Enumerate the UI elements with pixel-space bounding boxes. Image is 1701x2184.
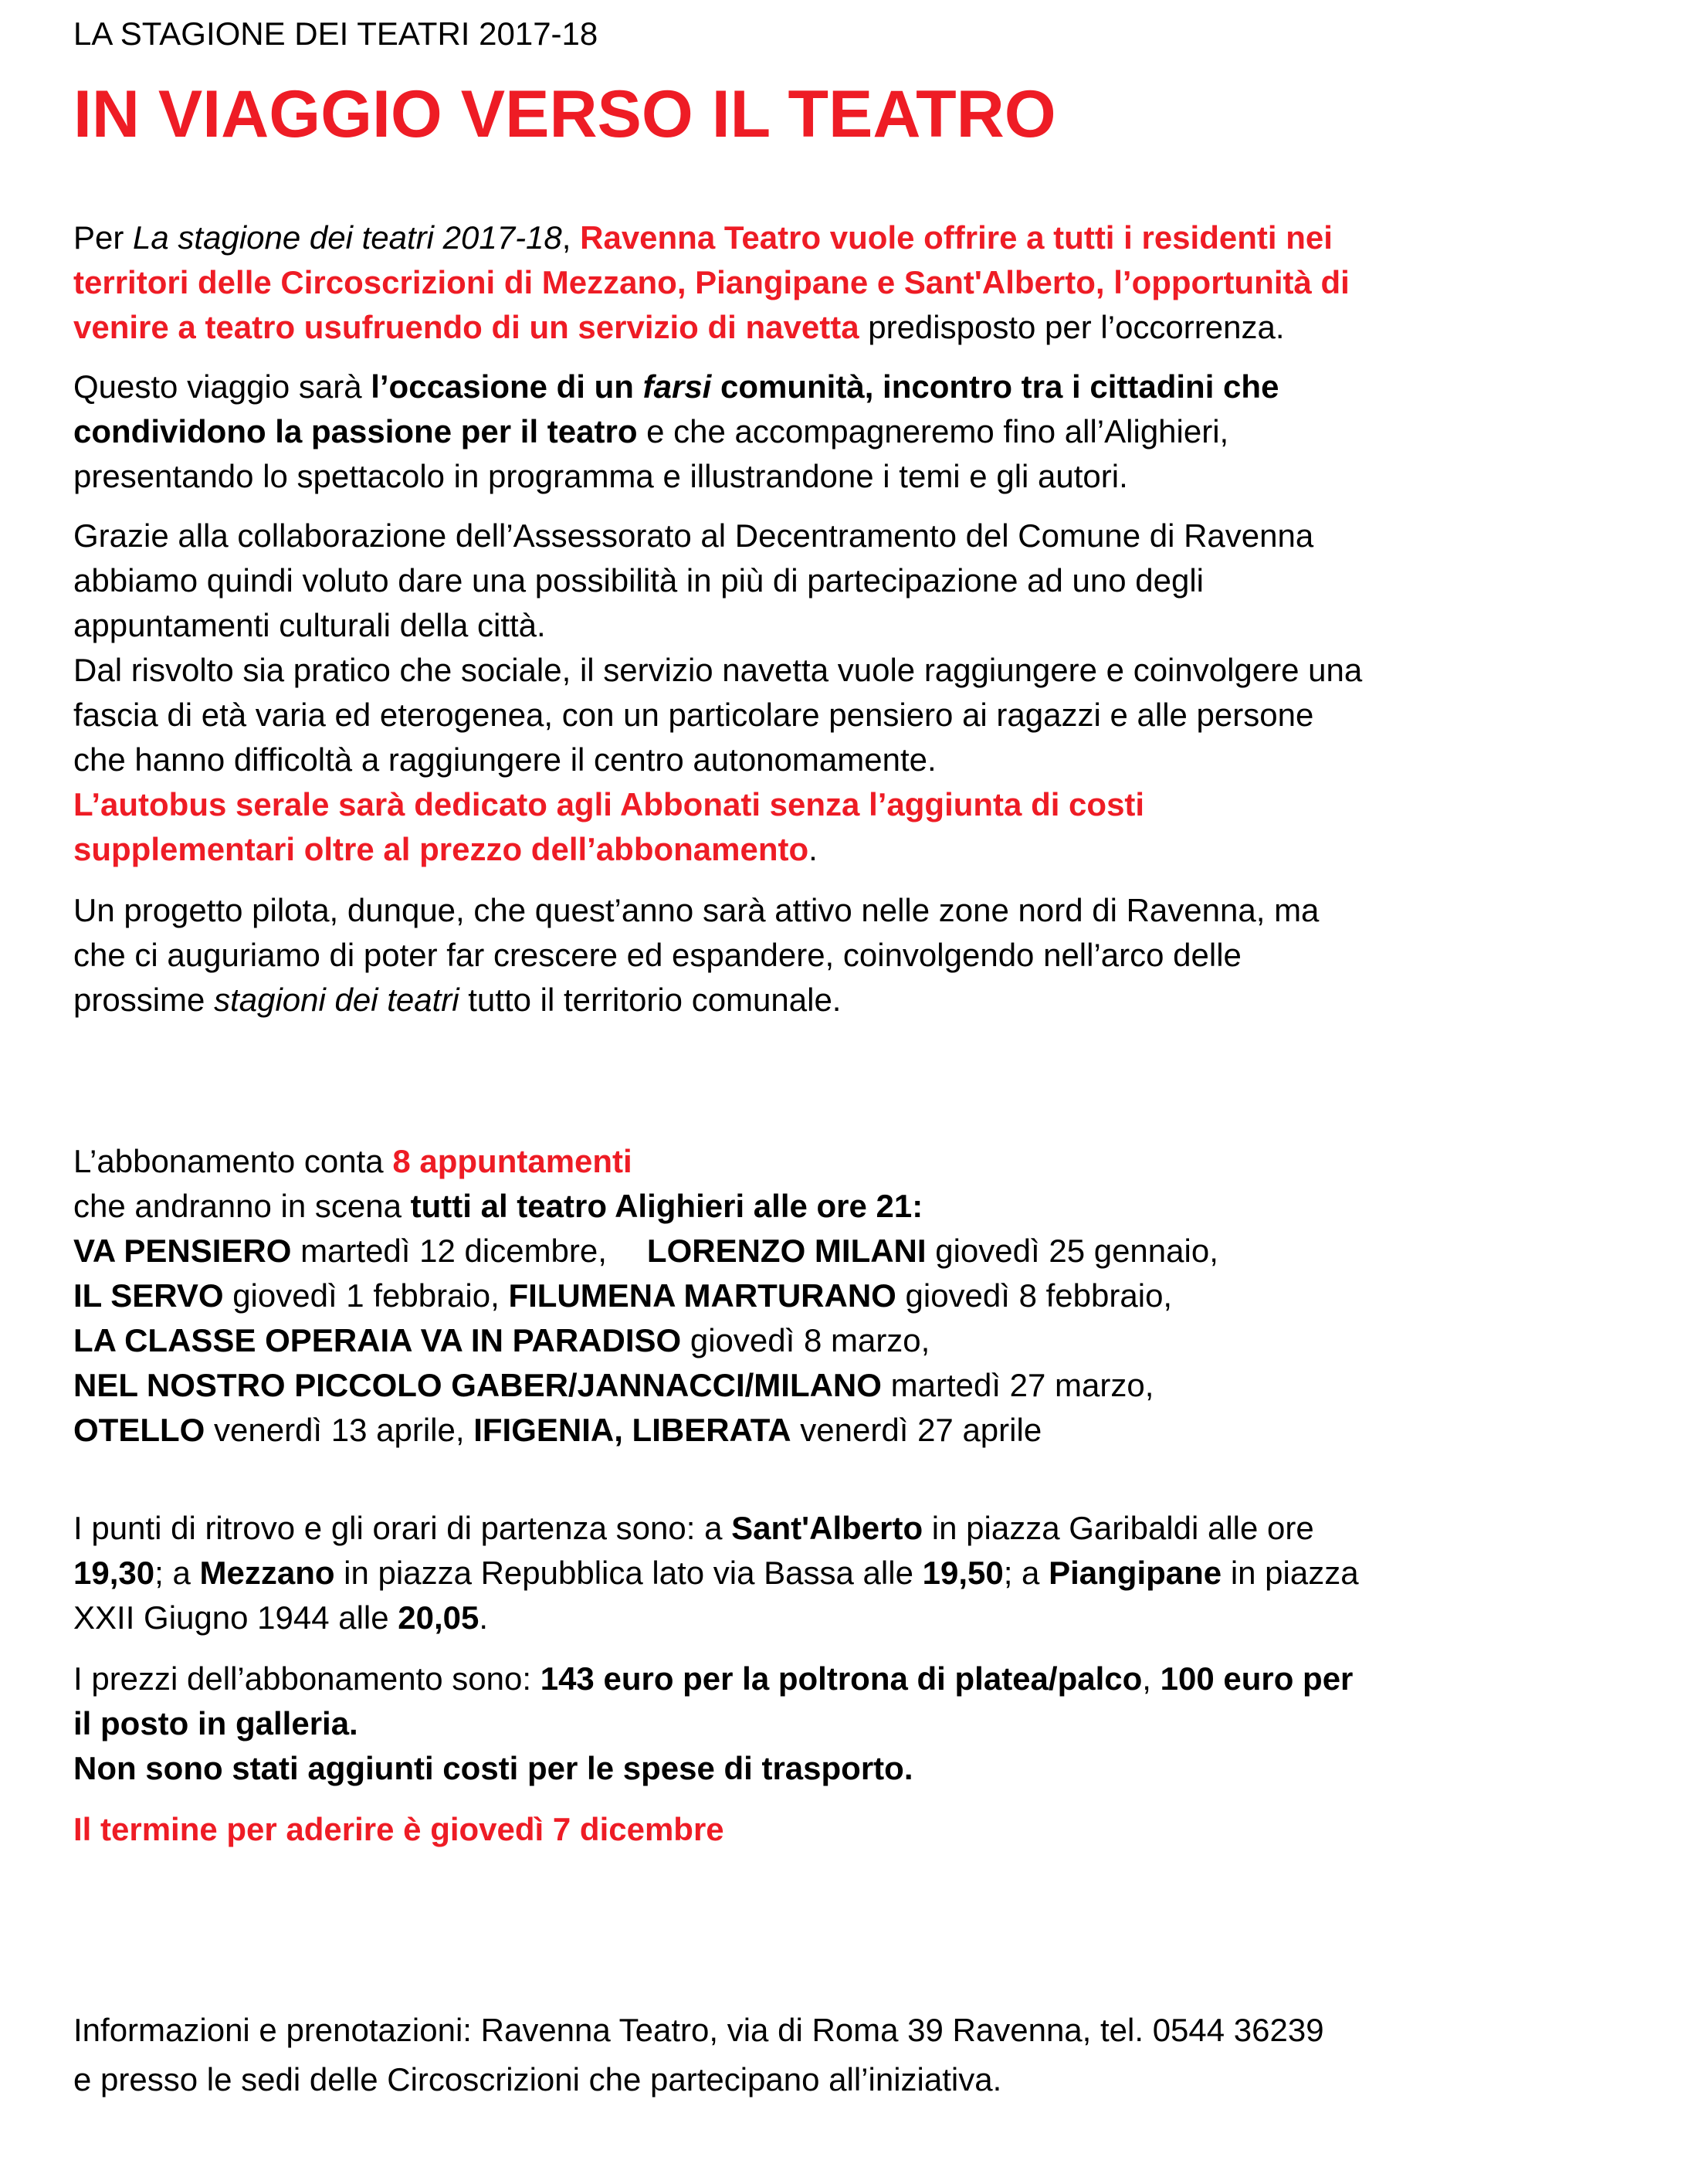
show-date: venerdì 13 aprile, bbox=[205, 1412, 474, 1448]
show-date: giovedì 8 marzo, bbox=[681, 1322, 930, 1358]
collaboration-paragraph bbox=[73, 514, 1656, 872]
collab-line-4: Dal risvolto sia pratico che sociale, il servizio navetta vuole raggiungere e coinvolgere una bbox=[73, 652, 1363, 688]
show-date: martedì 27 marzo, bbox=[881, 1367, 1154, 1403]
community-line-3: presentando lo spettacolo in programma e illustrandone i temi e gli autori. bbox=[73, 458, 1128, 494]
prices-line-3: Non sono stati aggiunti costi per le spese di trasporto. bbox=[73, 1750, 913, 1786]
deadline-notice bbox=[73, 1807, 1656, 1852]
show-title: IFIGENIA, LIBERATA bbox=[473, 1412, 791, 1448]
deadline-text: Il termine per aderire è giovedì 7 dicembre bbox=[73, 1811, 724, 1847]
meeting-line-1: I punti di ritrovo e gli orari di partenza sono: a Sant'Alberto in piazza Garibaldi alle ore bbox=[73, 1510, 1314, 1546]
info-line-1: Informazioni e prenotazioni: Ravenna Teatro, via di Roma 39 Ravenna, tel. 0544 36239 bbox=[73, 2012, 1324, 2048]
intro-highlight: Ravenna Teatro vuole offrire a tutti i residenti nei bbox=[580, 219, 1333, 256]
community-line-2: condividono la passione per il teatro e che accompagneremo fino all’Alighieri, bbox=[73, 413, 1229, 449]
prices-paragraph bbox=[73, 1657, 1656, 1791]
show-line-5 bbox=[73, 1408, 1656, 1453]
appointments-count: 8 appuntamenti bbox=[392, 1143, 632, 1179]
show-title: LORENZO MILANI bbox=[646, 1233, 927, 1269]
show-title: LA CLASSE OPERAIA VA IN PARADISO bbox=[73, 1322, 682, 1358]
show-line-4 bbox=[73, 1363, 1656, 1408]
show-title: FILUMENA MARTURANO bbox=[508, 1277, 896, 1314]
pilot-line-3: prossime stagioni dei teatri tutto il territorio comunale. bbox=[73, 982, 842, 1018]
show-title: NEL NOSTRO PICCOLO GABER/JANNACCI/MILANO bbox=[73, 1367, 882, 1403]
show-date: venerdì 27 aprile bbox=[791, 1412, 1042, 1448]
bus-note-line-1: L’autobus serale sarà dedicato agli Abbonati senza l’aggiunta di costi bbox=[73, 786, 1145, 822]
subscription-line-2: che andranno in scena tutti al teatro Alighieri alle ore 21: bbox=[73, 1188, 923, 1224]
subscription-section bbox=[73, 1139, 1656, 1453]
pilot-line-2: che ci auguriamo di poter far crescere ed espandere, coinvolgendo nell’arco delle bbox=[73, 937, 1242, 973]
meeting-points-paragraph bbox=[73, 1506, 1656, 1640]
show-line-1 bbox=[73, 1229, 1656, 1273]
season-name-italic: La stagione dei teatri 2017-18 bbox=[133, 219, 562, 256]
prices-line-2: il posto in galleria. bbox=[73, 1705, 358, 1741]
collab-line-2: abbiamo quindi voluto dare una possibilità in più di partecipazione ad uno degli bbox=[73, 562, 1205, 599]
pilot-line-1: Un progetto pilota, dunque, che quest’anno sarà attivo nelle zone nord di Ravenna, ma bbox=[73, 892, 1320, 928]
info-line-2: e presso le sedi delle Circoscrizioni che partecipano all’iniziativa. bbox=[73, 2061, 1002, 2098]
collab-line-3: appuntamenti culturali della città. bbox=[73, 607, 546, 643]
show-title: OTELLO bbox=[73, 1412, 205, 1448]
farsi-italic: farsi bbox=[642, 368, 712, 405]
intro-line-2: territori delle Circoscrizioni di Mezzano, Piangipane e Sant'Alberto, l’opportunità di bbox=[73, 264, 1350, 300]
info-paragraph bbox=[73, 2006, 1656, 2104]
community-paragraph bbox=[73, 365, 1656, 499]
show-title: IL SERVO bbox=[73, 1277, 224, 1314]
intro-paragraph bbox=[73, 215, 1656, 350]
bus-note-line-2: supplementari oltre al prezzo dell’abbonamento. bbox=[73, 831, 818, 867]
subscription-line-1: L’abbonamento conta 8 appuntamenti bbox=[73, 1143, 632, 1179]
meeting-line-3: XXII Giugno 1944 alle 20,05. bbox=[73, 1599, 489, 1636]
community-line-1: Questo viaggio sarà l’occasione di un farsi comunità, incontro tra i cittadini che bbox=[73, 368, 1279, 405]
pilot-paragraph bbox=[73, 888, 1656, 1022]
show-date: giovedì 8 febbraio, bbox=[896, 1277, 1173, 1314]
meeting-line-2: 19,30; a Mezzano in piazza Repubblica lato via Bassa alle 19,50; a Piangipane in piazza bbox=[73, 1555, 1359, 1591]
collab-line-5: fascia di età varia ed eterogenea, con un particolare pensiero ai ragazzi e alle persone bbox=[73, 697, 1314, 733]
show-date: giovedì 1 febbraio, bbox=[223, 1277, 509, 1314]
prices-line-1: I prezzi dell’abbonamento sono: 143 euro per la poltrona di platea/palco, 100 euro per bbox=[73, 1660, 1354, 1697]
show-line-2 bbox=[73, 1273, 1656, 1318]
show-date: giovedì 25 gennaio, bbox=[926, 1233, 1218, 1269]
collab-line-6: che hanno difficoltà a raggiungere il centro autonomamente. bbox=[73, 741, 937, 778]
show-date: martedì 12 dicembre, bbox=[291, 1233, 607, 1269]
show-title: VA PENSIERO bbox=[73, 1233, 292, 1269]
page-title: IN VIAGGIO VERSO IL TEATRO bbox=[73, 77, 1056, 151]
show-line-3 bbox=[73, 1318, 1656, 1363]
collab-line-1: Grazie alla collaborazione dell’Assessorato al Decentramento del Comune di Ravenna bbox=[73, 517, 1314, 554]
season-label: LA STAGIONE DEI TEATRI 2017-18 bbox=[73, 15, 598, 52]
intro-line-3: venire a teatro usufruendo di un servizio di navetta predisposto per l’occorrenza. bbox=[73, 309, 1285, 345]
intro-line-1: Per La stagione dei teatri 2017-18, Ravenna Teatro vuole offrire a tutti i residenti nei bbox=[73, 219, 1333, 256]
